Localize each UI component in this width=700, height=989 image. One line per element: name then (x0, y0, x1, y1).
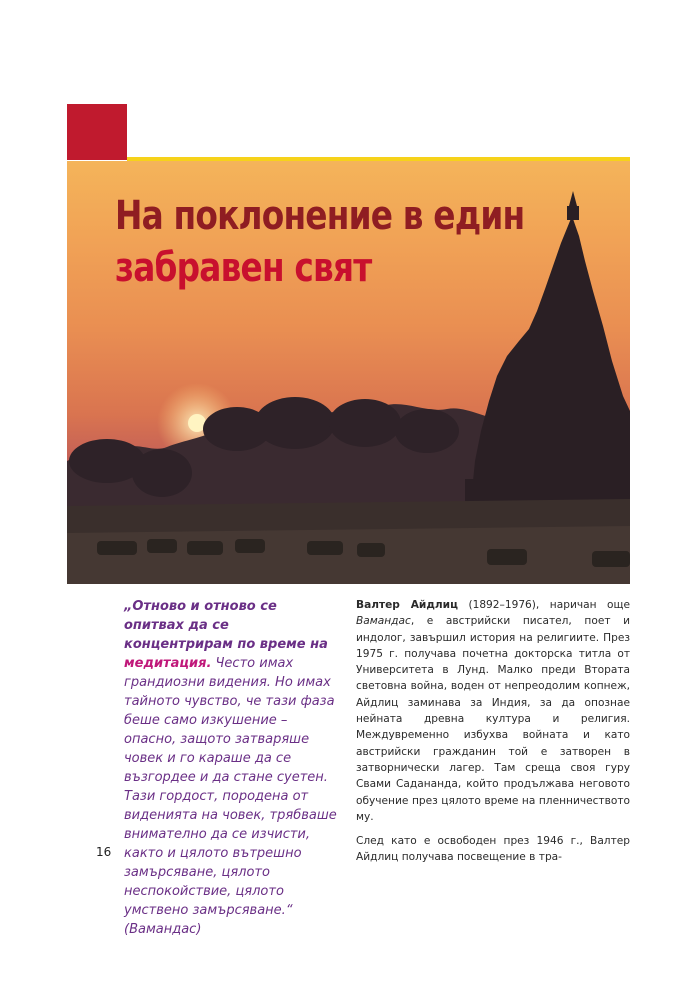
bio-text-a: (1892–1976), наричан още (457, 599, 630, 611)
bio-text-b: , е австрийски писател, поет и индолог, завършил история на религиите. През 1975 г. получава почетна докторска титла от Университета в Лунд. Малко преди Втората световна война, воден от непреодолим копнеж, Айдлиц заминава за Индия, за да опознае нейната древна култура и религия. Междувременно избухва войната и като австрийски гражданин той е затворен в затворнически лагер. Там среща своя гуру Свами Садананда, който продължава неговото обучение през цялото време на пленничеството му. (356, 615, 630, 823)
title-line-1: На поклонение в един (115, 193, 525, 239)
quote-column (124, 597, 339, 939)
bio-name: Валтер Айдлиц (356, 599, 458, 611)
bio-paragraph-2: След като е освободен през 1946 г., Валтер Айдлиц получава посвещение в тра- (356, 835, 630, 864)
bio-paragraph-1 (356, 597, 630, 825)
quote-lead: „Отново и отново се опитвах да се концентрирам по време на (124, 599, 328, 652)
page-number: 16 (96, 845, 112, 859)
red-accent-block (67, 104, 127, 160)
quote-body: Често имах грандиозни видения. Но имах тайното чувство, че тази фаза беше само изкушение – опасно, защото затваряше човек и го караше да се възгордее и да стане суетен. Тази гордост, породена от виденията на човек, трябваше внимателно да се изчисти, както и цялото вътрешно замърсяване, цялото неспокойствие, цялото умствено замърсяване.“ (124, 656, 337, 918)
quote-term: медитация. (124, 656, 212, 671)
lawn-front (67, 526, 630, 584)
title-block (115, 190, 535, 294)
sunset-temple-photo (67, 161, 630, 584)
title-line-2: забравен свят (115, 245, 372, 291)
bio-alias: Вамандас (356, 615, 411, 628)
bio-column (356, 597, 630, 874)
quote-attribution: (Вамандас) (124, 922, 202, 937)
